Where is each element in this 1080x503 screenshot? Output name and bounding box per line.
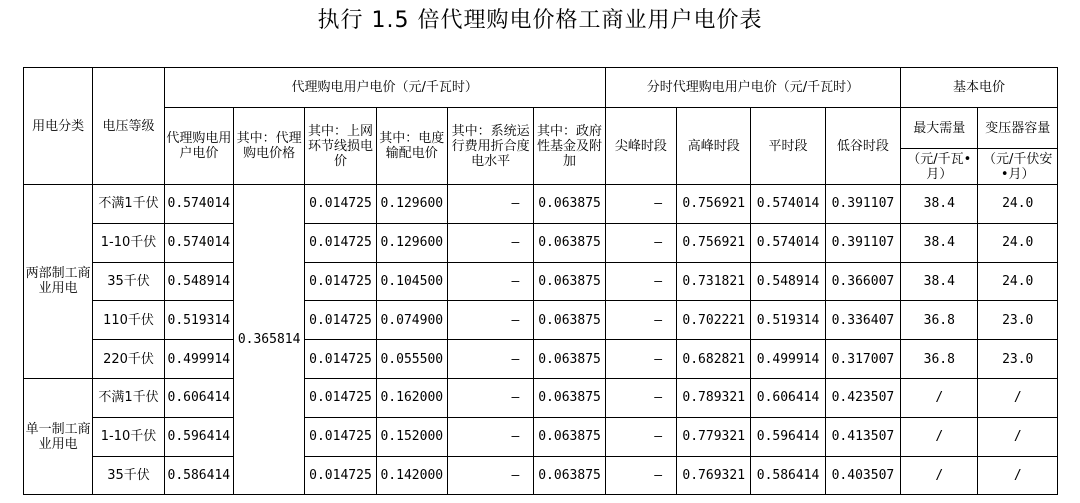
- header-group-proxy: 代理购电用户电价（元/千瓦时）: [164, 68, 605, 108]
- transformer-capacity-cell: /: [978, 417, 1058, 456]
- voltage-cell: 110千伏: [93, 301, 164, 340]
- transformer-capacity-cell: 24.0: [978, 185, 1058, 224]
- sharp-peak-cell: –: [605, 340, 676, 379]
- max-demand-cell: 38.4: [901, 223, 978, 262]
- line-loss-cell: 0.014725: [305, 262, 376, 301]
- transmission-cell: 0.162000: [376, 378, 447, 417]
- line-loss-cell: 0.014725: [305, 340, 376, 379]
- max-demand-cell: /: [901, 456, 978, 495]
- table-row: [24, 185, 1058, 224]
- max-demand-cell: /: [901, 417, 978, 456]
- flat-cell: 0.606414: [751, 378, 825, 417]
- table-row: [24, 340, 1058, 379]
- proxy-price-cell: 0.499914: [164, 340, 233, 379]
- peak-cell: 0.789321: [677, 378, 751, 417]
- table-row: [24, 417, 1058, 456]
- system-cost-cell: –: [447, 301, 533, 340]
- peak-cell: 0.682821: [677, 340, 751, 379]
- transformer-capacity-cell: /: [978, 378, 1058, 417]
- gov-fund-cell: 0.063875: [534, 417, 605, 456]
- gov-fund-cell: 0.063875: [534, 262, 605, 301]
- table-row: [24, 262, 1058, 301]
- transformer-capacity-cell: 23.0: [978, 340, 1058, 379]
- max-demand-cell: 36.8: [901, 340, 978, 379]
- voltage-cell: 不满1千伏: [93, 378, 164, 417]
- proxy-price-cell: 0.548914: [164, 262, 233, 301]
- peak-cell: 0.756921: [677, 223, 751, 262]
- sharp-peak-cell: –: [605, 223, 676, 262]
- header-of-transmission: 其中：电度输配电价: [376, 108, 447, 185]
- peak-cell: 0.702221: [677, 301, 751, 340]
- header-transformer-unit: （元/千伏安•月）: [978, 149, 1058, 185]
- sharp-peak-cell: –: [605, 378, 676, 417]
- header-of-line-loss: 其中：上网环节线损电价: [305, 108, 376, 185]
- category-cell: 两部制工商业用电: [24, 185, 93, 379]
- max-demand-cell: 38.4: [901, 262, 978, 301]
- line-loss-cell: 0.014725: [305, 185, 376, 224]
- table-row: [24, 301, 1058, 340]
- proxy-purchase-price-cell: 0.365814: [233, 185, 304, 495]
- gov-fund-cell: 0.063875: [534, 456, 605, 495]
- transmission-cell: 0.129600: [376, 223, 447, 262]
- sharp-peak-cell: –: [605, 456, 676, 495]
- line-loss-cell: 0.014725: [305, 378, 376, 417]
- table-row: [24, 456, 1058, 495]
- flat-cell: 0.574014: [751, 185, 825, 224]
- voltage-cell: 220千伏: [93, 340, 164, 379]
- system-cost-cell: –: [447, 340, 533, 379]
- system-cost-cell: –: [447, 223, 533, 262]
- gov-fund-cell: 0.063875: [534, 340, 605, 379]
- valley-cell: 0.423507: [825, 378, 900, 417]
- flat-cell: 0.548914: [751, 262, 825, 301]
- valley-cell: 0.366007: [825, 262, 900, 301]
- header-proxy-price: 代理购电用户电价: [164, 108, 233, 185]
- line-loss-cell: 0.014725: [305, 456, 376, 495]
- proxy-price-cell: 0.574014: [164, 223, 233, 262]
- max-demand-cell: 38.4: [901, 185, 978, 224]
- peak-cell: 0.779321: [677, 417, 751, 456]
- gov-fund-cell: 0.063875: [534, 301, 605, 340]
- max-demand-cell: 36.8: [901, 301, 978, 340]
- gov-fund-cell: 0.063875: [534, 378, 605, 417]
- valley-cell: 0.391107: [825, 223, 900, 262]
- valley-cell: 0.403507: [825, 456, 900, 495]
- header-group-tou: 分时代理购电用户电价（元/千瓦时）: [605, 68, 900, 108]
- header-of-gov-fund: 其中：政府性基金及附加: [534, 108, 605, 185]
- table-row: [24, 378, 1058, 417]
- category-cell: 单一制工商业用电: [24, 378, 93, 494]
- header-flat: 平时段: [751, 108, 825, 185]
- header-sharp-peak: 尖峰时段: [605, 108, 676, 185]
- page-title: 执行 1.5 倍代理购电价格工商业用户电价表: [317, 8, 763, 33]
- max-demand-cell: /: [901, 378, 978, 417]
- transmission-cell: 0.074900: [376, 301, 447, 340]
- valley-cell: 0.391107: [825, 185, 900, 224]
- header-voltage: 电压等级: [93, 68, 164, 185]
- system-cost-cell: –: [447, 378, 533, 417]
- header-transformer-capacity: 变压器容量: [978, 108, 1058, 149]
- transformer-capacity-cell: 24.0: [978, 262, 1058, 301]
- proxy-price-cell: 0.606414: [164, 378, 233, 417]
- tariff-table: [23, 67, 1058, 495]
- transmission-cell: 0.104500: [376, 262, 447, 301]
- peak-cell: 0.731821: [677, 262, 751, 301]
- peak-cell: 0.769321: [677, 456, 751, 495]
- header-group-basic: 基本电价: [901, 68, 1058, 108]
- sharp-peak-cell: –: [605, 301, 676, 340]
- transmission-cell: 0.142000: [376, 456, 447, 495]
- voltage-cell: 35千伏: [93, 456, 164, 495]
- sharp-peak-cell: –: [605, 417, 676, 456]
- system-cost-cell: –: [447, 262, 533, 301]
- transmission-cell: 0.129600: [376, 185, 447, 224]
- header-peak: 高峰时段: [677, 108, 751, 185]
- sharp-peak-cell: –: [605, 185, 676, 224]
- proxy-price-cell: 0.519314: [164, 301, 233, 340]
- flat-cell: 0.499914: [751, 340, 825, 379]
- valley-cell: 0.317007: [825, 340, 900, 379]
- system-cost-cell: –: [447, 456, 533, 495]
- flat-cell: 0.586414: [751, 456, 825, 495]
- transmission-cell: 0.152000: [376, 417, 447, 456]
- line-loss-cell: 0.014725: [305, 223, 376, 262]
- flat-cell: 0.574014: [751, 223, 825, 262]
- flat-cell: 0.596414: [751, 417, 825, 456]
- voltage-cell: 35千伏: [93, 262, 164, 301]
- line-loss-cell: 0.014725: [305, 417, 376, 456]
- voltage-cell: 1-10千伏: [93, 417, 164, 456]
- voltage-cell: 不满1千伏: [93, 185, 164, 224]
- line-loss-cell: 0.014725: [305, 301, 376, 340]
- header-of-system-cost: 其中：系统运行费用折合度电水平: [447, 108, 533, 185]
- system-cost-cell: –: [447, 417, 533, 456]
- system-cost-cell: –: [447, 185, 533, 224]
- proxy-price-cell: 0.574014: [164, 185, 233, 224]
- transformer-capacity-cell: 23.0: [978, 301, 1058, 340]
- transformer-capacity-cell: 24.0: [978, 223, 1058, 262]
- header-valley: 低谷时段: [825, 108, 900, 185]
- sharp-peak-cell: –: [605, 262, 676, 301]
- proxy-price-cell: 0.586414: [164, 456, 233, 495]
- valley-cell: 0.413507: [825, 417, 900, 456]
- gov-fund-cell: 0.063875: [534, 223, 605, 262]
- voltage-cell: 1-10千伏: [93, 223, 164, 262]
- flat-cell: 0.519314: [751, 301, 825, 340]
- header-max-demand: 最大需量: [901, 108, 978, 149]
- header-max-demand-unit: （元/千瓦•月）: [901, 149, 978, 185]
- gov-fund-cell: 0.063875: [534, 185, 605, 224]
- valley-cell: 0.336407: [825, 301, 900, 340]
- header-category: 用电分类: [24, 68, 93, 185]
- transformer-capacity-cell: /: [978, 456, 1058, 495]
- table-row: [24, 223, 1058, 262]
- transmission-cell: 0.055500: [376, 340, 447, 379]
- peak-cell: 0.756921: [677, 185, 751, 224]
- proxy-price-cell: 0.596414: [164, 417, 233, 456]
- header-of-proxy-purchase: 其中：代理购电价格: [233, 108, 304, 185]
